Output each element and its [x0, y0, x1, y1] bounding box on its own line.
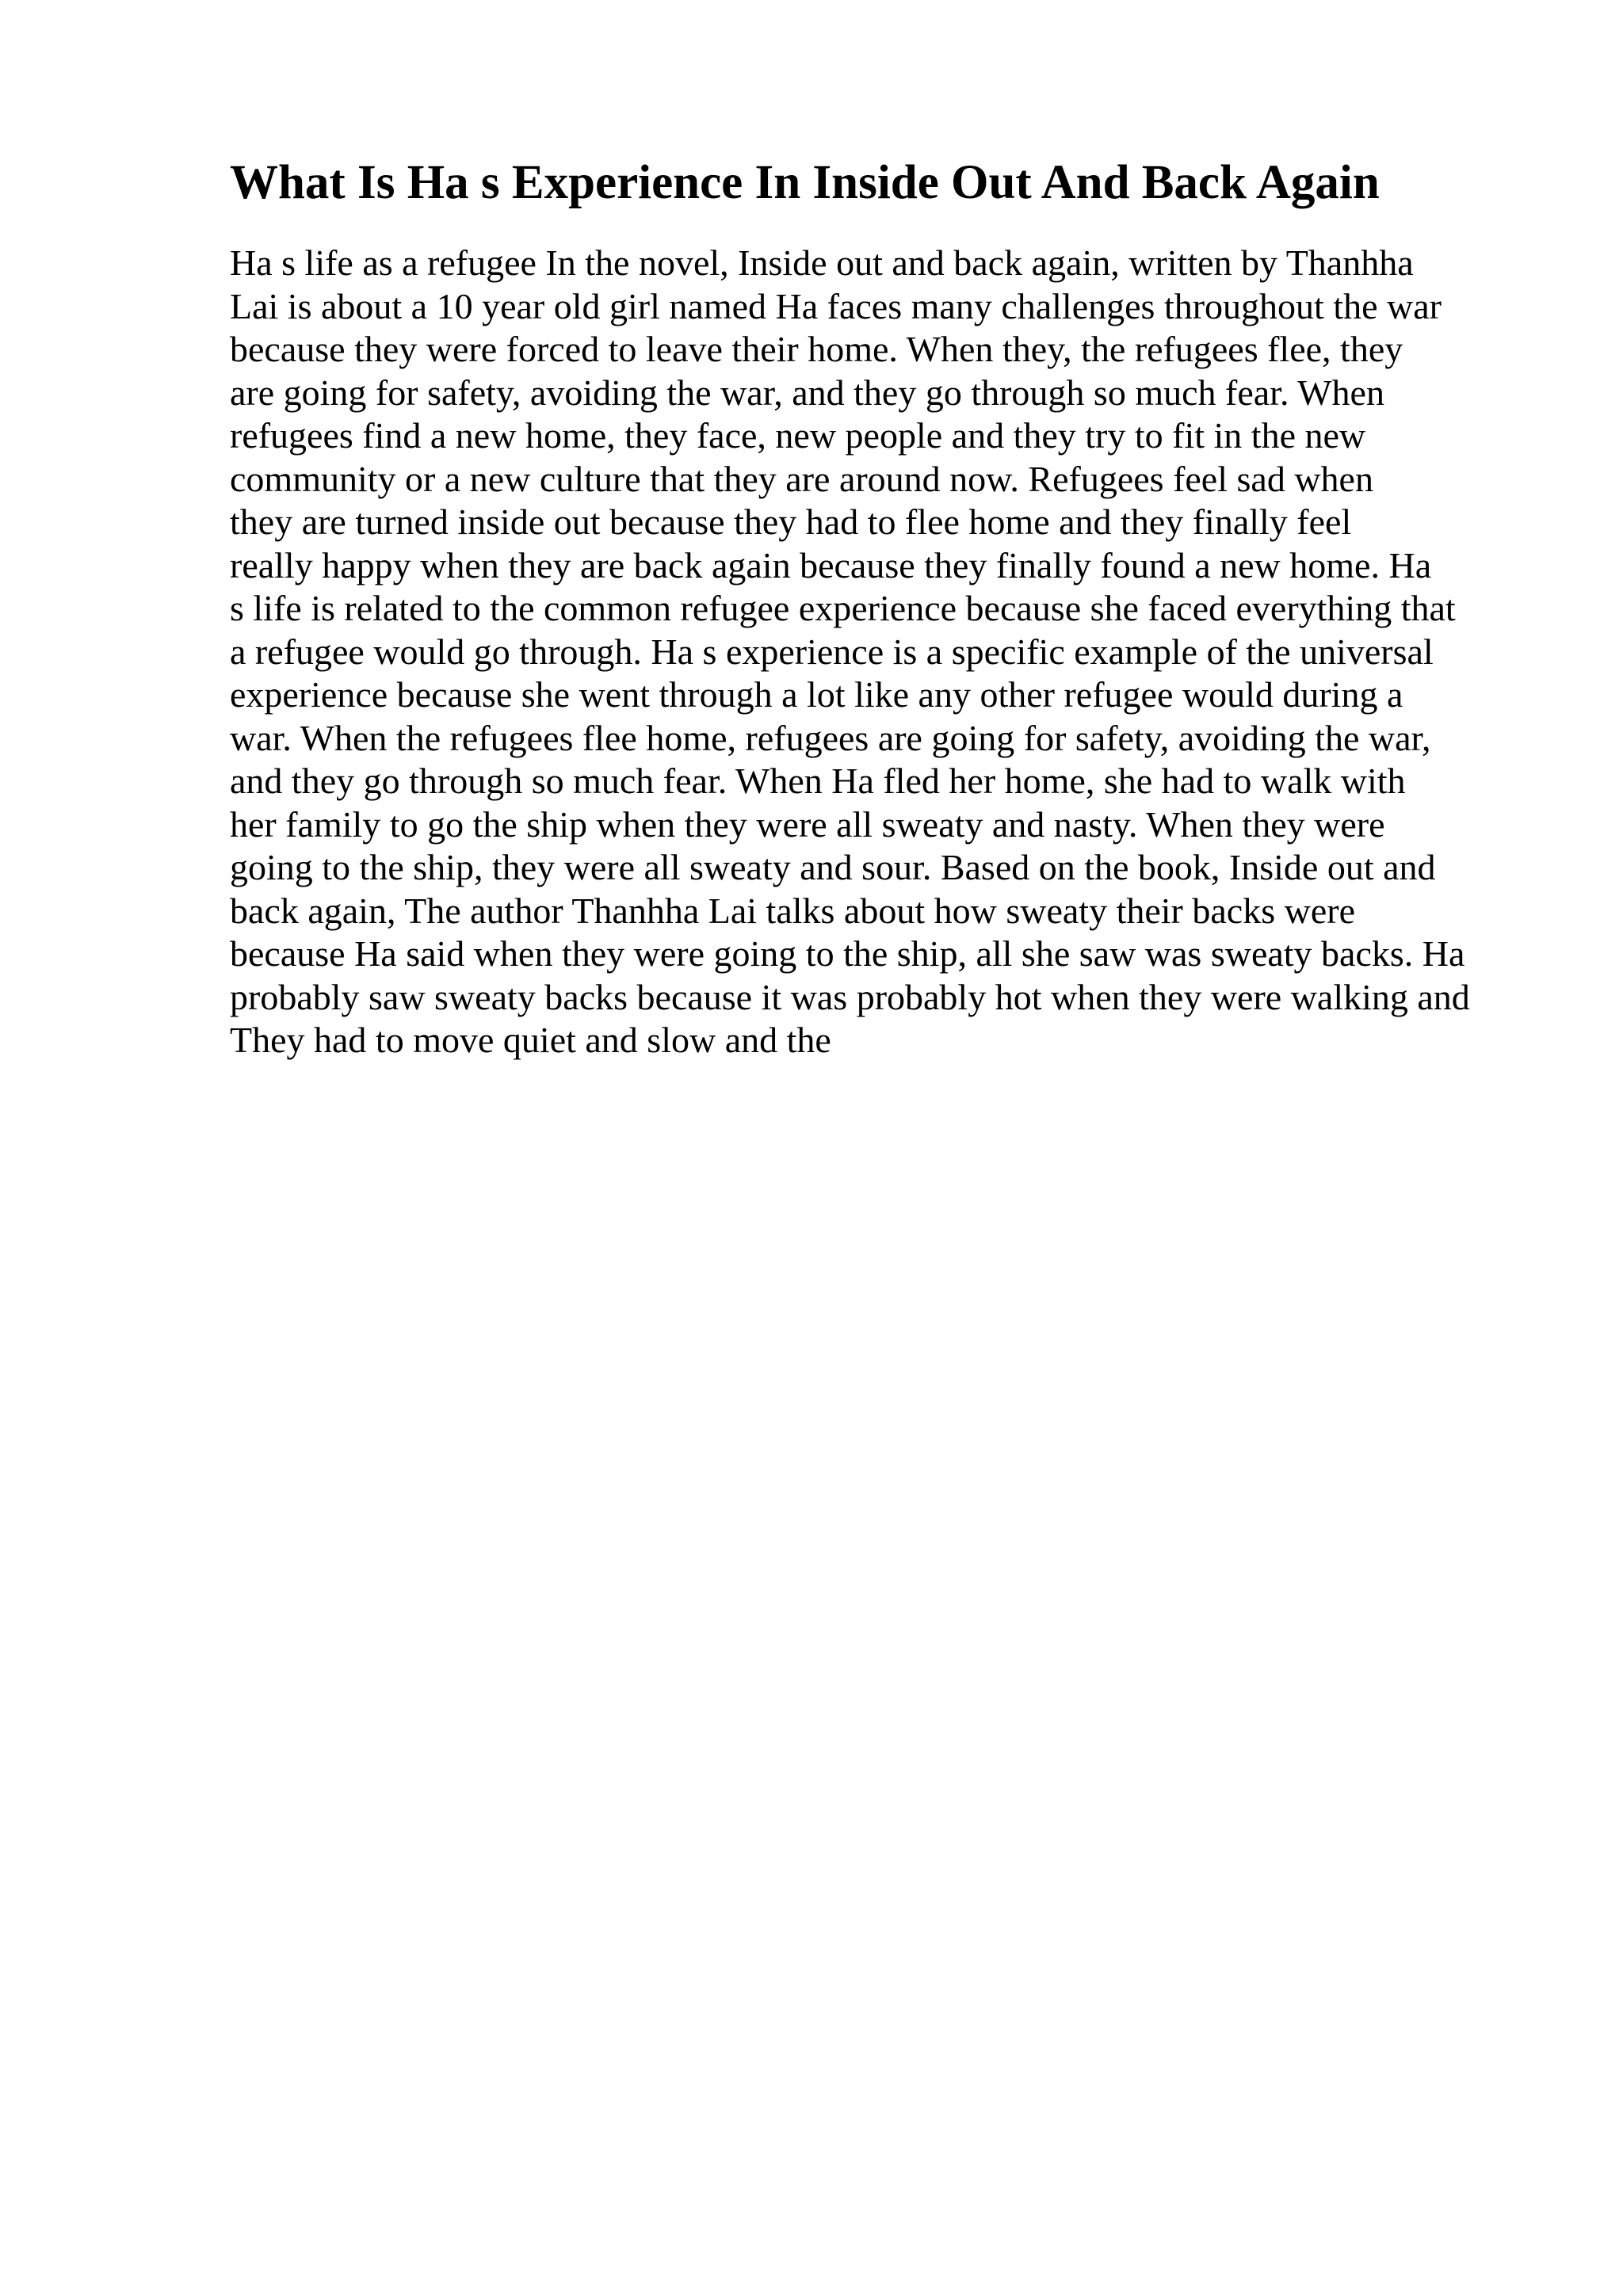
- body-line: community or a new culture that they are around now. Refugees feel sad when: [230, 458, 1373, 499]
- body-line: Ha s life as a refugee In the novel, Inside out and back again, written by Thanhha: [230, 242, 1414, 283]
- body-line: s life is related to the common refugee experience because she faced everything that: [230, 588, 1456, 628]
- body-line: her family to go the ship when they were all sweaty and nasty. When they were: [230, 803, 1385, 845]
- body-line: a refugee would go through. Ha s experience is a specific example of the universal: [230, 631, 1434, 672]
- body-line: back again, The author Thanhha Lai talks about how sweaty their backs were: [230, 890, 1355, 931]
- body-line: going to the ship, they were all sweaty and sour. Based on the book, Inside out and: [230, 847, 1436, 887]
- body-line: refugees find a new home, they face, new people and they try to fit in the new: [230, 415, 1366, 456]
- body-line: because Ha said when they were going to the ship, all she saw was sweaty backs. Ha: [230, 933, 1465, 974]
- body-line: because they were forced to leave their home. When they, the refugees flee, they: [230, 329, 1403, 369]
- document-body: [230, 242, 1514, 1062]
- body-line: experience because she went through a lot like any other refugee would during a: [230, 674, 1403, 715]
- document-title: What Is Ha s Experience In Inside Out And Back Again: [230, 156, 1380, 209]
- body-line: Lai is about a 10 year old girl named Ha faces many challenges throughout the war: [230, 285, 1442, 326]
- body-line: really happy when they are back again because they finally found a new home. Ha: [230, 544, 1432, 585]
- body-line: they are turned inside out because they had to flee home and they finally feel: [230, 502, 1352, 542]
- body-line: are going for safety, avoiding the war, and they go through so much fear. When: [230, 372, 1384, 413]
- body-line: war. When the refugees flee home, refugees are going for safety, avoiding the war,: [230, 717, 1431, 758]
- body-line: and they go through so much fear. When Ha fled her home, she had to walk with: [230, 761, 1406, 801]
- body-line: They had to move quiet and slow and the: [230, 1020, 831, 1060]
- body-line: probably saw sweaty backs because it was probably hot when they were walking and: [230, 976, 1470, 1017]
